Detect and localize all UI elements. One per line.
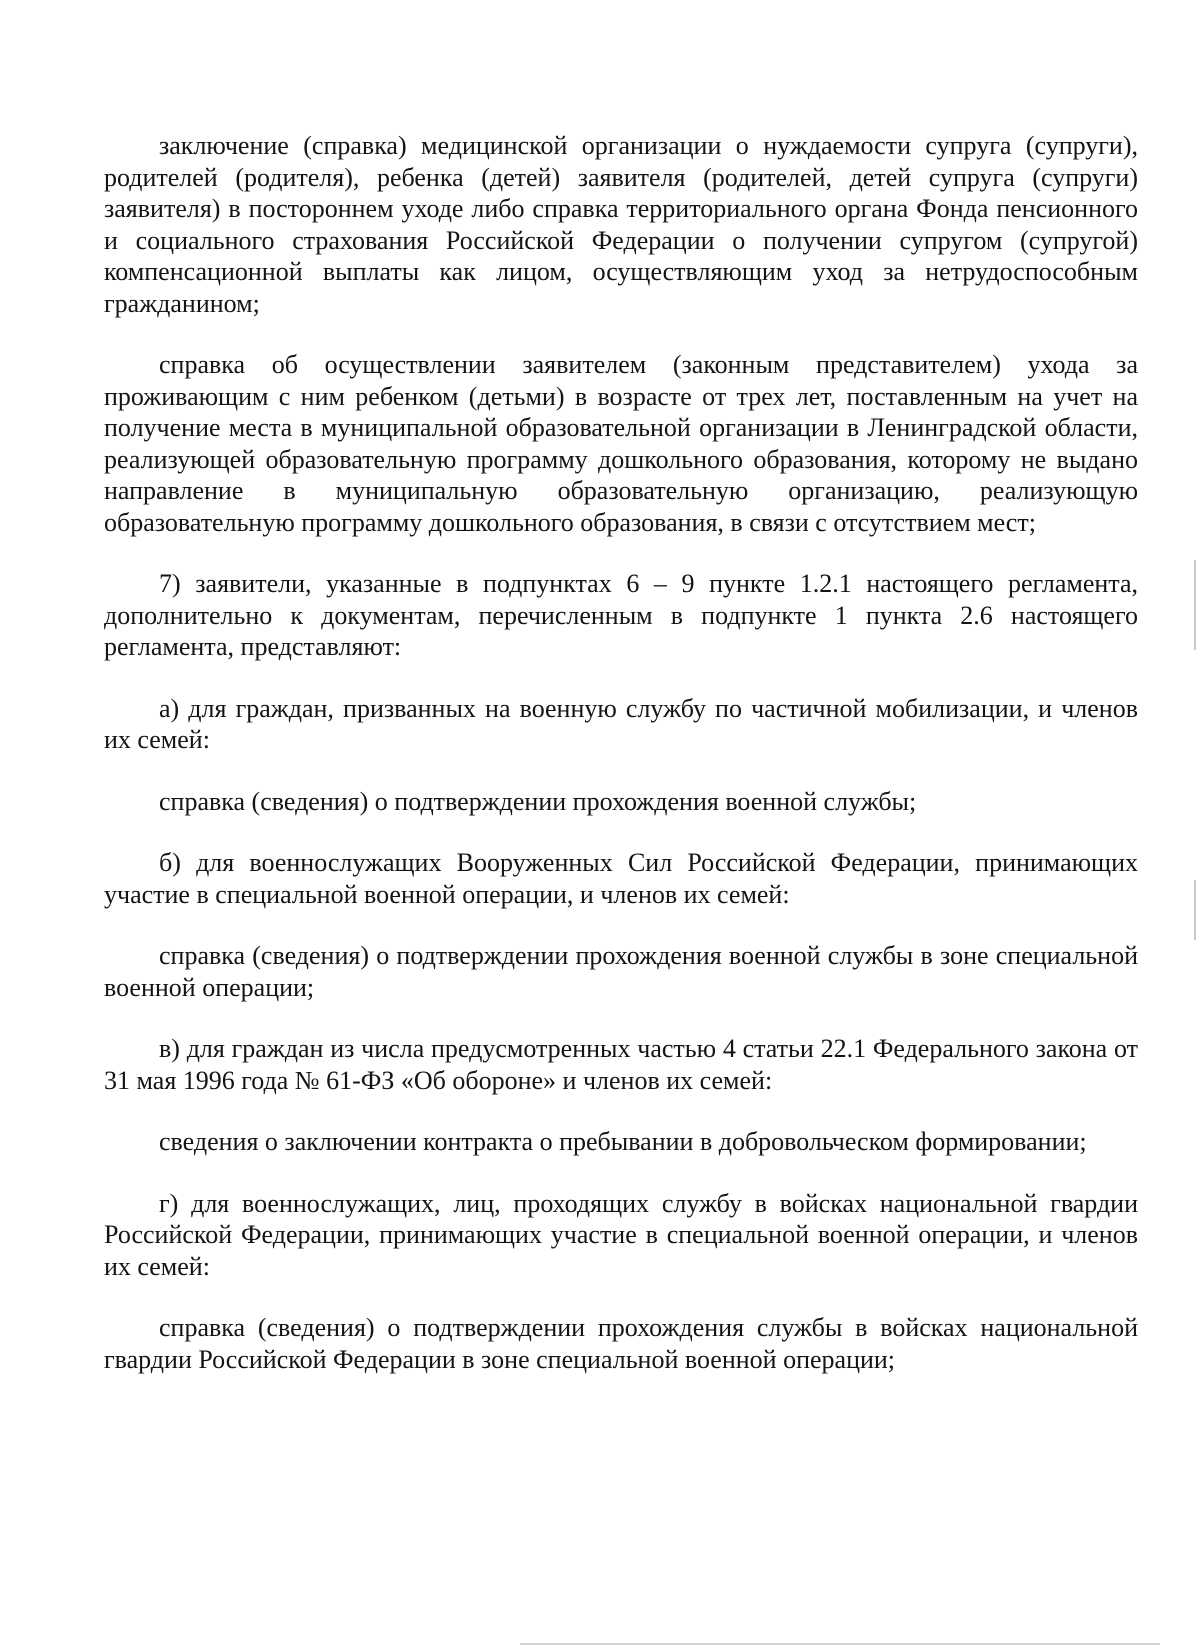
paragraph-item-b-certificate: справка (сведения) о подтверждении прохождения военной службы в зоне специальной военной операции; [104, 941, 1138, 1002]
paragraph-item-b: б) для военнослужащих Вооруженных Сил Российской Федерации, принимающих участие в специальной военной операции, и членов их семей: [104, 848, 1138, 909]
paragraph-item-g-certificate: справка (сведения) о подтверждении прохождения службы в войсках национальной гвардии Российской Федерации в зоне специальной военной операции; [104, 1313, 1138, 1374]
paragraph-item-v: в) для граждан из числа предусмотренных частью 4 статьи 22.1 Федерального закона от 31 мая 1996 года № 61-ФЗ «Об обороне» и членов их семей: [104, 1034, 1138, 1095]
scan-bottom-edge [520, 1643, 1160, 1645]
scan-edge-mark [1194, 560, 1196, 650]
paragraph-medical-conclusion: заключение (справка) медицинской организации о нуждаемости супруга (супруги), родителей (родителя), ребенка (детей) заявителя (родителей, детей супруга (супруги) заявителя) в постороннем уходе либо справка территориального органа Фонда пенсионного и социального страхования Российской Федерации о получении супругом (супругой) компенсационной выплаты как лицом, осуществляющим уход за нетрудоспособным гражданином; [104, 131, 1138, 318]
paragraph-childcare-certificate: справка об осуществлении заявителем (законным представителем) ухода за проживающим с ним ребенком (детьми) в возрасте от трех лет, поставленным на учет на получение места в муниципальной образовательной организации в Ленинградской области, реализующей образовательную программу дошкольного образования, которому не выдано направление в муниципальную образовательную организацию, реализующую образовательную программу дошкольного образования, в связи с отсутствием мест; [104, 350, 1138, 537]
scan-edge-mark [1194, 880, 1196, 940]
paragraph-item-7: 7) заявители, указанные в подпунктах 6 – 9 пункте 1.2.1 настоящего регламента, дополнительно к документам, перечисленным в подпункте 1 пункта 2.6 настоящего регламента, представляют: [104, 569, 1138, 661]
paragraph-item-a-certificate: справка (сведения) о подтверждении прохождения военной службы; [159, 786, 917, 816]
paragraph-item-a: а) для граждан, призванных на военную службу по частичной мобилизации, и членов их семей: [104, 693, 1138, 754]
document-page [104, 130, 1138, 1405]
paragraph-item-g: г) для военнослужащих, лиц, проходящих службу в войсках национальной гвардии Российской Федерации, принимающих участие в специальной военной операции, и членов их семей: [104, 1188, 1138, 1281]
paragraph-item-v-info: сведения о заключении контракта о пребывании в добровольческом формировании; [159, 1127, 1087, 1156]
